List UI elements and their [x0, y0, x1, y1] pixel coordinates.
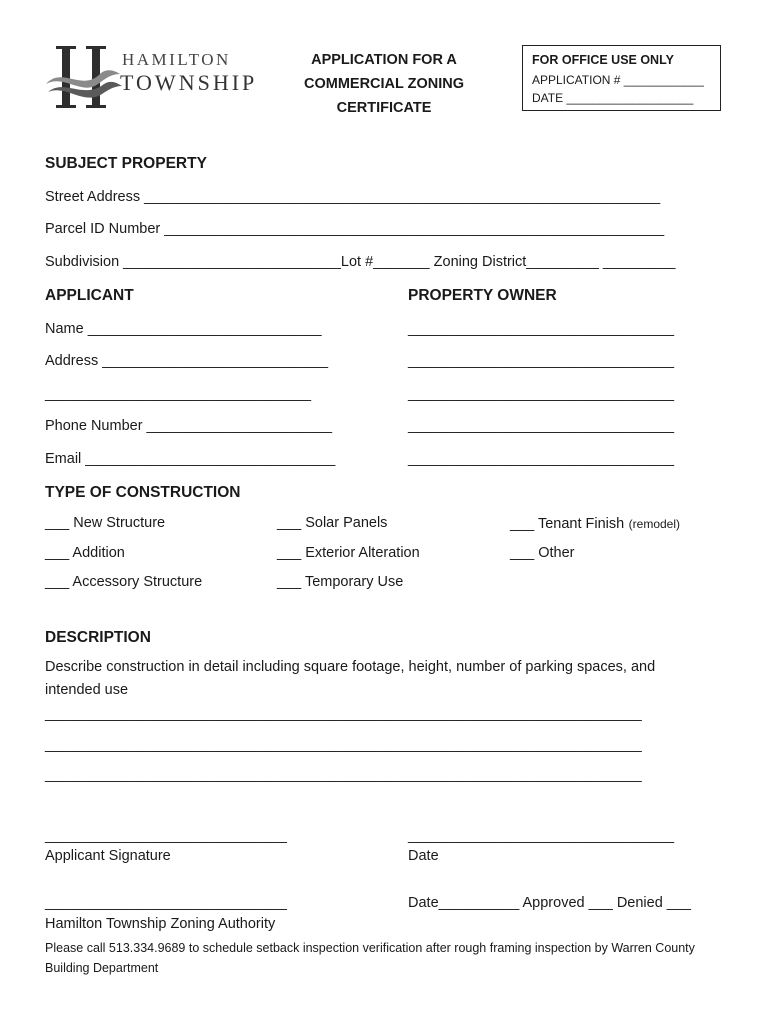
signature-date-line[interactable]: _________________________________	[408, 828, 675, 844]
option-exterior-alteration[interactable]: ___ Exterior Alteration	[277, 545, 420, 561]
office-date-field[interactable]: DATE ___________________	[532, 91, 694, 105]
owner-address-line-2[interactable]: _________________________________	[408, 386, 675, 402]
street-address-field[interactable]: Street Address ________________________________________________________________	[45, 189, 661, 205]
option-tenant-finish[interactable]	[510, 515, 680, 533]
office-use-box	[522, 45, 721, 111]
office-use-heading: FOR OFFICE USE ONLY	[532, 53, 674, 67]
option-solar-panels[interactable]: ___ Solar Panels	[277, 515, 388, 531]
description-prompt-line-2: intended use	[45, 682, 129, 698]
applicant-phone-field[interactable]: Phone Number _______________________	[45, 418, 333, 434]
subdivision-lot-zoning-field[interactable]: Subdivision ___________________________Lot #_______ Zoning District_________ _________	[45, 254, 676, 270]
approval-status-field[interactable]: Date__________ Approved ___ Denied ___	[408, 895, 691, 911]
description-heading: DESCRIPTION	[45, 629, 151, 646]
option-accessory-structure[interactable]: ___ Accessory Structure	[45, 574, 203, 590]
applicant-name-field[interactable]: Name _____________________________	[45, 321, 322, 337]
parcel-id-field[interactable]: Parcel ID Number ______________________________________________________________	[45, 221, 665, 237]
property-owner-heading: PROPERTY OWNER	[408, 287, 557, 304]
applicant-email-field[interactable]: Email _______________________________	[45, 451, 336, 467]
tenant-finish-note: (remodel)	[628, 517, 681, 531]
description-line-1[interactable]: __________________________________________________________________________	[45, 706, 642, 722]
owner-phone-field[interactable]: _________________________________	[408, 418, 675, 434]
inspection-note	[45, 938, 725, 978]
tenant-finish-label: ___ Tenant Finish	[510, 516, 625, 532]
applicant-signature-line[interactable]: ______________________________	[45, 828, 287, 844]
construction-type-heading: TYPE OF CONSTRUCTION	[45, 484, 241, 501]
signature-date-label: Date	[408, 848, 439, 864]
form-title	[284, 48, 484, 120]
description-line-3[interactable]: __________________________________________________________________________	[45, 767, 642, 783]
subject-property-heading: SUBJECT PROPERTY	[45, 155, 207, 172]
logo-text-hamilton: HAMILTON	[122, 50, 231, 69]
applicant-address-line-2[interactable]: _________________________________	[45, 386, 312, 402]
hamilton-township-logo	[44, 44, 268, 114]
description-line-2[interactable]: __________________________________________________________________________	[45, 737, 642, 753]
applicant-address-field[interactable]: Address ____________________________	[45, 353, 329, 369]
option-temporary-use[interactable]: ___ Temporary Use	[277, 574, 404, 590]
h-monogram-icon	[44, 44, 124, 114]
application-number-field[interactable]: APPLICATION # ____________	[532, 73, 704, 87]
owner-name-field[interactable]: _________________________________	[408, 321, 675, 337]
inspection-note-line-1: Please call 513.334.9689 to schedule setback inspection verification after rough framing inspection by Warren County	[45, 941, 695, 955]
title-line-3: CERTIFICATE	[336, 100, 432, 116]
title-line-1: APPLICATION FOR A	[311, 52, 457, 68]
logo-text-township: TOWNSHIP	[120, 70, 258, 95]
description-prompt-line-1: Describe construction in detail including square footage, height, number of parking spaces, and	[45, 659, 656, 675]
zoning-authority-signature-line[interactable]: ______________________________	[45, 895, 287, 911]
owner-address-field[interactable]: _________________________________	[408, 353, 675, 369]
option-addition[interactable]: ___ Addition	[45, 545, 125, 561]
option-other[interactable]: ___ Other	[510, 545, 575, 561]
option-new-structure[interactable]: ___ New Structure	[45, 515, 166, 531]
title-line-2: COMMERCIAL ZONING	[303, 76, 465, 92]
owner-email-field[interactable]: _________________________________	[408, 451, 675, 467]
applicant-heading: APPLICANT	[45, 287, 134, 304]
applicant-signature-label: Applicant Signature	[45, 848, 171, 864]
zoning-authority-label: Hamilton Township Zoning Authority	[45, 916, 276, 932]
inspection-note-line-2: Building Department	[45, 961, 159, 975]
